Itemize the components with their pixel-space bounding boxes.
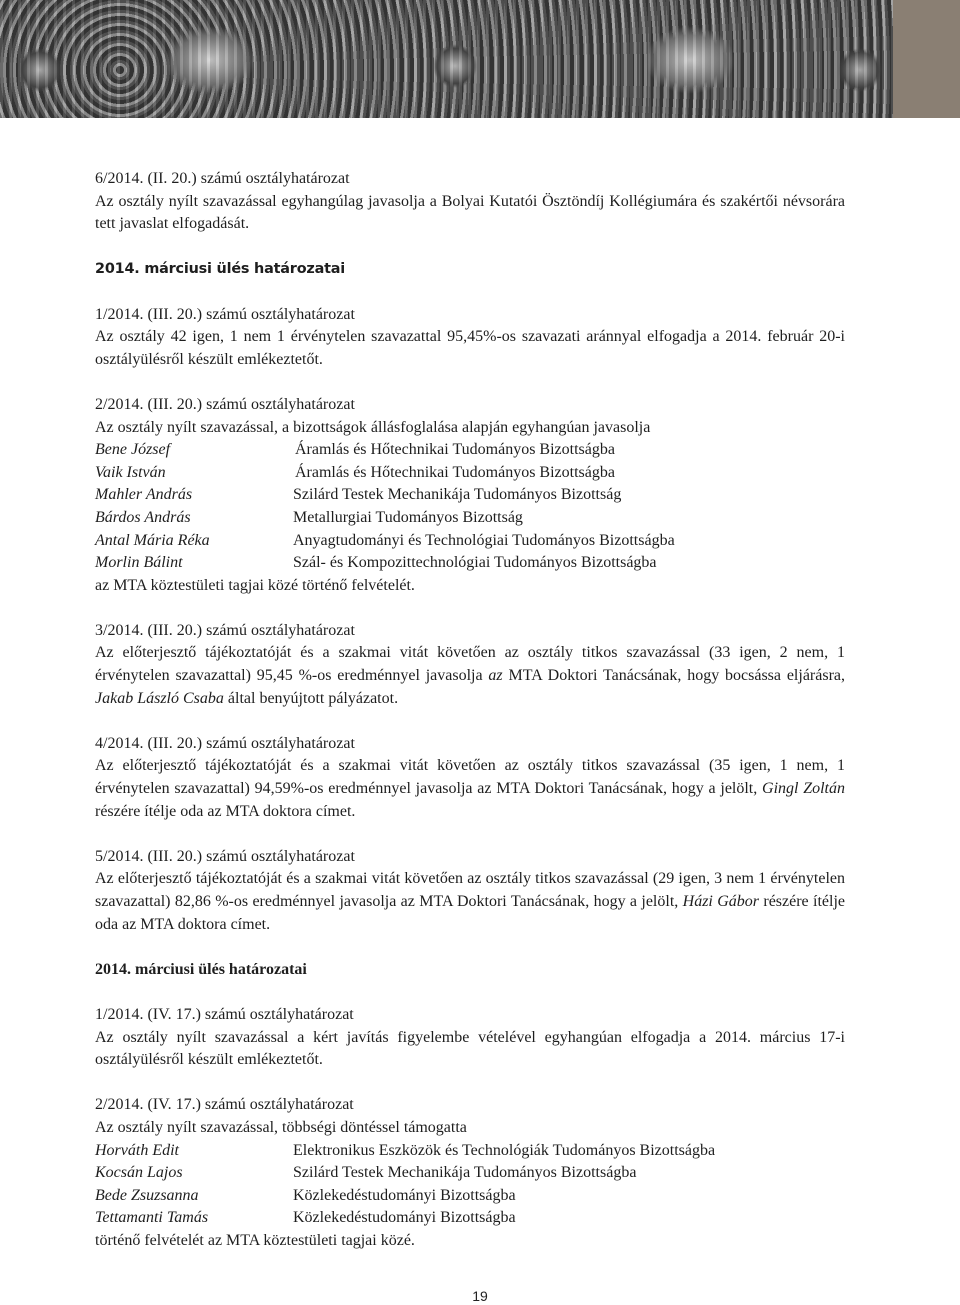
member-name: Bárdos András bbox=[95, 508, 191, 526]
member-row bbox=[95, 1207, 845, 1230]
resolution-text: Az osztály nyílt szavazással egyhangúlag javasolja a Bolyai Kutatói Ösztöndíj Kollégiumára és szakértői névsorára tett javaslat elfogadását. bbox=[95, 192, 845, 233]
member-committee: Elektronikus Eszközök és Technológiák Tudományos Bizottságba bbox=[293, 1141, 716, 1159]
page-number: 19 bbox=[472, 1288, 488, 1304]
candidate-name: Jakab László Csaba bbox=[95, 689, 224, 707]
document-body bbox=[95, 168, 845, 1253]
member-committee: Anyagtudományi és Technológiai Tudományos Bizottságba bbox=[293, 531, 675, 549]
member-committee: Közlekedéstudományi Bizottságba bbox=[293, 1186, 516, 1204]
text-segment: Az előterjesztő tájékoztatóját és a szakmai vitát követően az osztály titkos szavazással (35 igen, 1 nem, 1 érvénytelen szavazattal) 94,59%-os eredménnyel javasolja az MTA Doktori Tanácsának, hogy a jelölt, bbox=[95, 757, 845, 798]
resolution-outro: az MTA köztestületi tagjai közé történő felvételét. bbox=[95, 576, 415, 594]
member-name: Bene József bbox=[95, 441, 171, 459]
member-committee: Közlekedéstudományi Bizottságba bbox=[293, 1209, 516, 1227]
member-committee: Szilárd Testek Mechanikája Tudományos Bizottságba bbox=[293, 1164, 637, 1182]
resolution-intro: Az osztály nyílt szavazással, a bizottságok állásfoglalása alapján egyhangúan javasolja bbox=[95, 418, 651, 436]
candidate-name: Házi Gábor bbox=[682, 893, 760, 910]
resolution-id: 4/2014. (III. 20.) számú osztályhatározat bbox=[95, 734, 355, 752]
member-name: Mahler András bbox=[95, 486, 193, 504]
resolution-id: 2/2014. (IV. 17.) számú osztályhatározat bbox=[95, 1096, 354, 1114]
member-row bbox=[95, 530, 845, 553]
resolution-id: 2/2014. (III. 20.) számú osztályhatározat bbox=[95, 395, 355, 413]
resolution-text: Az osztály nyílt szavazással a kért javítás figyelembe vételével egyhangúan elfogadja a 2014. március 17-i osztályülésről készült emlékeztetőt. bbox=[95, 1028, 845, 1069]
resolution-outro: történő felvételét az MTA köztestületi tagjai közé. bbox=[95, 1231, 415, 1249]
member-committee: Áramlás és Hőtechnikai Tudományos Bizottságba bbox=[295, 441, 615, 459]
resolution-id: 5/2014. (III. 20.) számú osztályhatározat bbox=[95, 847, 355, 865]
resolution-id: 1/2014. (III. 20.) számú osztályhatározat bbox=[95, 305, 355, 323]
text-segment: MTA Doktori Tanácsának, hogy bocsássa eljárásra, bbox=[502, 667, 846, 685]
section-heading: 2014. márciusi ülés határozatai bbox=[95, 960, 307, 978]
member-row bbox=[95, 1162, 845, 1185]
member-name: Morlin Bálint bbox=[95, 554, 183, 572]
member-committee: Metallurgiai Tudományos Bizottság bbox=[293, 508, 523, 526]
text-segment-italic: az bbox=[488, 667, 503, 685]
member-name: Vaik István bbox=[95, 463, 166, 481]
candidate-name: Gingl Zoltán bbox=[762, 780, 846, 798]
text-segment: Az előterjesztő tájékoztatóját és a szakmai vitát követően az osztály titkos szavazással (33 igen, 2 nem, 1 érvénytelen szavazattal) 95,45 %-os eredménnyel javasolja bbox=[95, 644, 845, 685]
resolution-id: 1/2014. (IV. 17.) számú osztályhatározat bbox=[95, 1005, 354, 1023]
text-segment: Az előterjesztő tájékoztatóját és a szakmai vitát követően az osztály titkos szavazással (29 igen, 3 nem 1 érvénytelen szavazattal) 82,86 %-os eredménnyel javasolja az MTA Doktori Tanácsának, hogy a jelölt, bbox=[95, 870, 845, 910]
resolution-id: 3/2014. (III. 20.) számú osztályhatározat bbox=[95, 621, 355, 639]
member-row bbox=[95, 1185, 845, 1208]
section-heading: 2014. márciusi ülés határozatai bbox=[95, 261, 345, 278]
member-name: Bede Zsuzsanna bbox=[95, 1186, 199, 1204]
member-row bbox=[95, 552, 845, 575]
member-committee: Áramlás és Hőtechnikai Tudományos Bizottságba bbox=[295, 463, 615, 481]
resolution-text bbox=[95, 755, 845, 823]
text-segment: részére ítélje oda az MTA doktora címet. bbox=[95, 893, 846, 933]
resolution-text: Az osztály 42 igen, 1 nem 1 érvénytelen szavazattal 95,45%-os szavazati aránnyal elfogadja a 2014. február 20-i osztályülésről készült emlékeztetőt. bbox=[95, 328, 845, 368]
resolution-text bbox=[95, 868, 845, 936]
resolution-id: 6/2014. (II. 20.) számú osztályhatározat bbox=[95, 170, 350, 187]
member-committee: Szál- és Kompozittechnológiai Tudományos Bizottságba bbox=[293, 554, 657, 572]
member-row bbox=[95, 1140, 845, 1163]
resolution-intro: Az osztály nyílt szavazással, többségi döntéssel támogatta bbox=[95, 1118, 467, 1136]
header-color-block bbox=[893, 0, 960, 118]
member-name: Horváth Edit bbox=[95, 1141, 179, 1159]
member-name: Tettamanti Tamás bbox=[95, 1209, 209, 1227]
resolution-text bbox=[95, 642, 845, 710]
header-banner-texture bbox=[0, 0, 893, 118]
member-name: Kocsán Lajos bbox=[95, 1164, 183, 1182]
member-row bbox=[95, 462, 845, 485]
text-segment: által benyújtott pályázatot. bbox=[223, 689, 399, 707]
member-row bbox=[95, 484, 845, 507]
member-row bbox=[95, 439, 845, 462]
member-row bbox=[95, 507, 845, 530]
member-committee: Szilárd Testek Mechanikája Tudományos Bizottság bbox=[293, 486, 622, 504]
member-name: Antal Mária Réka bbox=[95, 531, 210, 549]
text-segment: részére ítélje oda az MTA doktora címet. bbox=[95, 802, 356, 820]
